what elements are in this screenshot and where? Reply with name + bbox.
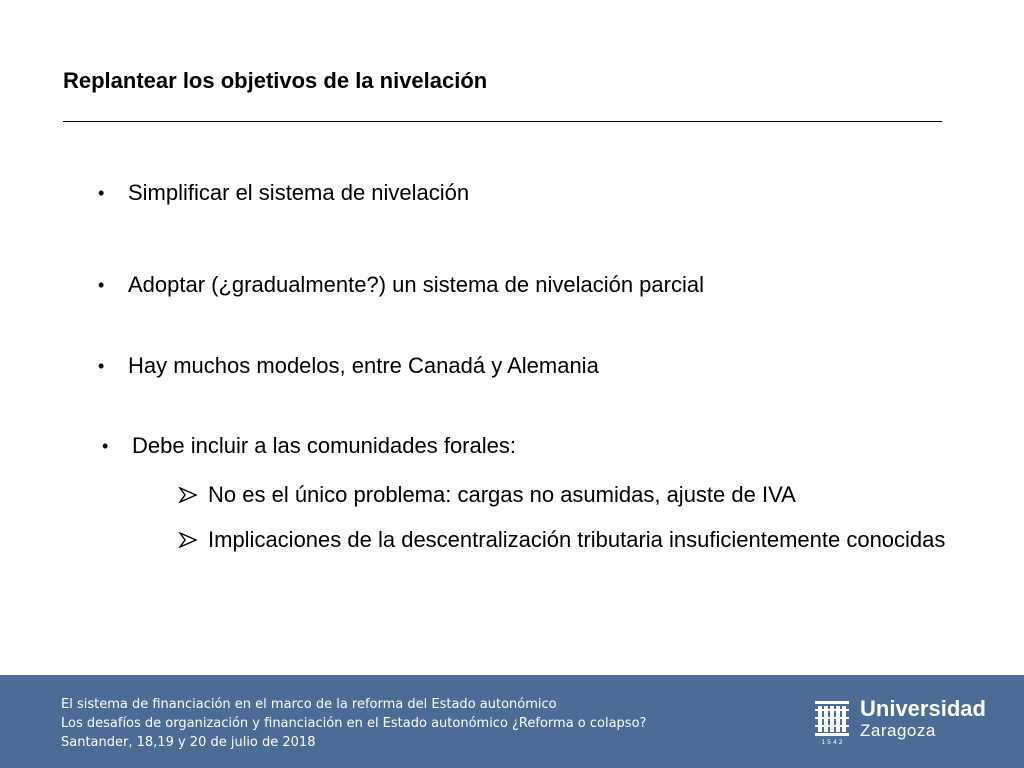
logo-year: 1542 [821, 739, 845, 746]
bullet-marker: • [98, 356, 105, 376]
arrow-bullet-icon [178, 479, 200, 510]
logo-word-universidad: Universidad [860, 696, 986, 721]
sub-bullet-text: No es el único problema: cargas no asumidas, ajuste de IVA [208, 482, 796, 507]
footer-line-2: Los desafíos de organización y financiación en el Estado autonómico ¿Reforma o colapso? [61, 716, 647, 731]
slide-title: Replantear los objetivos de la nivelación [63, 68, 488, 93]
bullet-text: Debe incluir a las comunidades forales: [132, 433, 516, 458]
logo-word-zaragoza: Zaragoza [860, 721, 936, 740]
bullet-marker: • [98, 183, 105, 203]
university-logo [813, 695, 993, 751]
bullet-text: Simplificar el sistema de nivelación [128, 180, 470, 205]
footer-line-3: Santander, 18,19 y 20 de julio de 2018 [61, 735, 316, 750]
footer-event-info [61, 695, 646, 752]
bullet-marker: • [102, 436, 109, 456]
footer-bar [0, 675, 1024, 768]
title-underline [63, 121, 942, 122]
bullet-text: Adoptar (¿gradualmente?) un sistema de nivelación parcial [128, 272, 704, 297]
sub-bullet-text: Implicaciones de la descentralización tributaria insuficientemente conocidas [208, 527, 946, 552]
footer-line-1: El sistema de financiación en el marco de la reforma del Estado autonómico [61, 697, 557, 712]
arrow-bullet-icon [178, 524, 200, 555]
bullet-text: Hay muchos modelos, entre Canadá y Alemania [128, 353, 599, 378]
bullet-marker: • [98, 275, 105, 295]
